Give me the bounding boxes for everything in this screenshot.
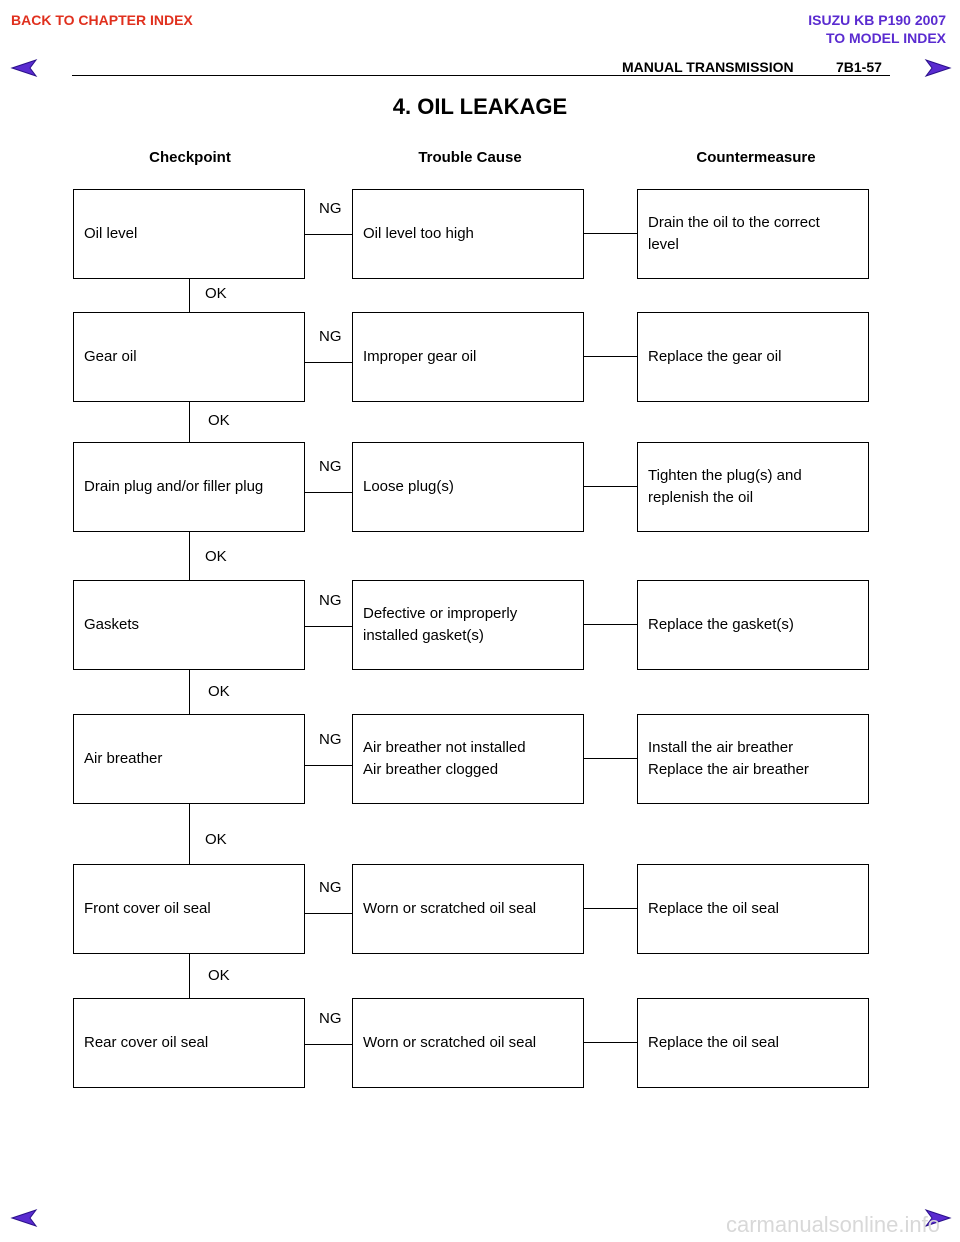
countermeasure-box — [637, 442, 869, 532]
countermeasure-connector — [584, 758, 637, 759]
ok-connector — [189, 670, 190, 714]
ng-connector — [305, 362, 352, 363]
section-title: MANUAL TRANSMISSION — [622, 59, 794, 75]
countermeasure-text: Replace the oil seal — [648, 1034, 779, 1051]
cause-text: Improper gear oil — [363, 348, 477, 365]
cause-box — [352, 189, 584, 279]
cause-box — [352, 998, 584, 1088]
checkpoint-text: Air breather — [84, 750, 163, 767]
checkpoint-text: Oil level — [84, 225, 138, 242]
cause-text: Air breather clogged — [363, 761, 499, 778]
ng-label: NG — [319, 731, 342, 748]
checkpoint-text: Gear oil — [84, 348, 137, 365]
cause-box — [352, 580, 584, 670]
cause-text: installed gasket(s) — [363, 627, 484, 644]
ok-connector — [189, 402, 190, 442]
ok-label: OK — [205, 548, 227, 565]
checkpoint-column-header: Checkpoint — [149, 149, 231, 166]
cause-text: Loose plug(s) — [363, 478, 454, 495]
previous-page-arrow-icon[interactable] — [10, 58, 38, 78]
header-rule — [72, 75, 890, 76]
countermeasure-text: Replace the oil seal — [648, 900, 779, 917]
trouble-cause-column-header: Trouble Cause — [418, 149, 522, 166]
ng-label: NG — [319, 458, 342, 475]
ng-label: NG — [319, 592, 342, 609]
countermeasure-connector — [584, 624, 637, 625]
previous-page-bottom-arrow-icon[interactable] — [10, 1208, 38, 1228]
countermeasure-box — [637, 189, 869, 279]
cause-box — [352, 864, 584, 954]
cause-box — [352, 312, 584, 402]
model-title-link[interactable]: ISUZU KB P190 2007 — [808, 12, 946, 28]
countermeasure-connector — [584, 356, 637, 357]
ok-label: OK — [208, 412, 230, 429]
countermeasure-text: Replace the air breather — [648, 761, 809, 778]
ok-label: OK — [208, 683, 230, 700]
checkpoint-text: Drain plug and/or filler plug — [84, 478, 264, 495]
ok-connector — [189, 279, 190, 312]
checkpoint-box — [73, 312, 305, 402]
ng-label: NG — [319, 328, 342, 345]
cause-box — [352, 442, 584, 532]
ok-label: OK — [208, 967, 230, 984]
checkpoint-box — [73, 442, 305, 532]
ng-connector — [305, 492, 352, 493]
checkpoint-box — [73, 998, 305, 1088]
to-model-index-link[interactable]: TO MODEL INDEX — [825, 30, 946, 46]
watermark: carmanualsonline.info — [725, 1212, 940, 1237]
ok-connector — [189, 804, 190, 864]
cause-text: Oil level too high — [363, 225, 474, 242]
ng-connector — [305, 765, 352, 766]
ok-label: OK — [205, 831, 227, 848]
countermeasure-box — [637, 714, 869, 804]
checkpoint-box — [73, 714, 305, 804]
countermeasure-text: Replace the gear oil — [648, 348, 782, 365]
countermeasure-text: Replace the gasket(s) — [648, 616, 794, 633]
ok-connector — [189, 532, 190, 580]
ng-label: NG — [319, 200, 342, 217]
ng-connector — [305, 626, 352, 627]
countermeasure-connector — [584, 1042, 637, 1043]
ok-connector — [189, 954, 190, 998]
ng-connector — [305, 913, 352, 914]
cause-text: Defective or improperly — [363, 605, 518, 622]
countermeasure-connector — [584, 233, 637, 234]
ok-label: OK — [205, 285, 227, 302]
checkpoint-box — [73, 580, 305, 670]
cause-text: Air breather not installed — [363, 739, 526, 756]
checkpoint-box — [73, 864, 305, 954]
ng-connector — [305, 1044, 352, 1045]
countermeasure-text: replenish the oil — [648, 489, 754, 506]
ng-label: NG — [319, 879, 342, 896]
ng-connector — [305, 234, 352, 235]
cause-text: Worn or scratched oil seal — [363, 1034, 537, 1051]
page-title: 4. OIL LEAKAGE — [392, 94, 568, 119]
countermeasure-box — [637, 312, 869, 402]
next-page-arrow-icon[interactable] — [924, 58, 952, 78]
countermeasure-connector — [584, 486, 637, 487]
countermeasure-box — [637, 864, 869, 954]
checkpoint-text: Gaskets — [84, 616, 140, 633]
ng-label: NG — [319, 1010, 342, 1027]
page-number: 7B1-57 — [836, 59, 882, 75]
countermeasure-box — [637, 580, 869, 670]
cause-text: Worn or scratched oil seal — [363, 900, 537, 917]
countermeasure-box — [637, 998, 869, 1088]
countermeasure-text: level — [648, 236, 679, 253]
countermeasure-column-header: Countermeasure — [696, 149, 816, 166]
checkpoint-text: Rear cover oil seal — [84, 1034, 209, 1051]
checkpoint-box — [73, 189, 305, 279]
countermeasure-text: Install the air breather — [648, 739, 794, 756]
countermeasure-text: Drain the oil to the correct — [648, 214, 820, 231]
checkpoint-text: Front cover oil seal — [84, 900, 211, 917]
countermeasure-connector — [584, 908, 637, 909]
countermeasure-text: Tighten the plug(s) and — [648, 467, 802, 484]
back-to-chapter-index-link[interactable]: BACK TO CHAPTER INDEX — [11, 12, 193, 28]
cause-box — [352, 714, 584, 804]
